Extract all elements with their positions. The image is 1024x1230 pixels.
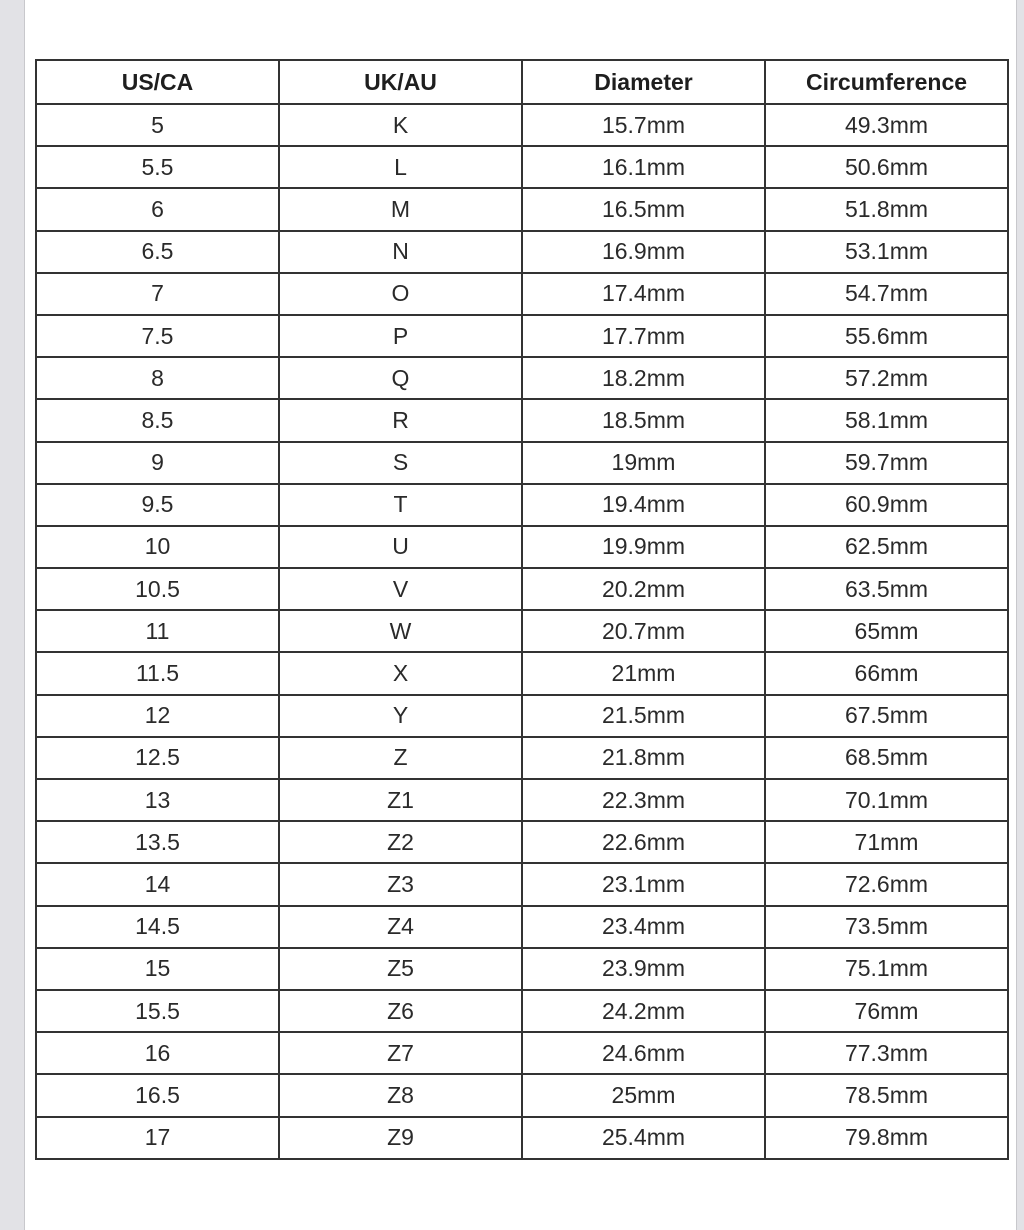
table-row	[36, 526, 1008, 568]
cell-uk-au: Q	[279, 357, 522, 399]
table-row	[36, 146, 1008, 188]
cell-circumference: 60.9mm	[765, 484, 1008, 526]
cell-diameter: 24.2mm	[522, 990, 765, 1032]
cell-circumference: 79.8mm	[765, 1117, 1008, 1159]
table-row	[36, 610, 1008, 652]
cell-us-ca: 17	[36, 1117, 279, 1159]
cell-us-ca: 10.5	[36, 568, 279, 610]
cell-circumference: 66mm	[765, 652, 1008, 694]
cell-diameter: 19.4mm	[522, 484, 765, 526]
cell-us-ca: 8.5	[36, 399, 279, 441]
cell-us-ca: 5	[36, 104, 279, 146]
cell-diameter: 25mm	[522, 1074, 765, 1116]
cell-uk-au: Z	[279, 737, 522, 779]
header-diameter: Diameter	[522, 60, 765, 104]
cell-uk-au: Z7	[279, 1032, 522, 1074]
cell-diameter: 16.5mm	[522, 188, 765, 230]
table-row	[36, 1117, 1008, 1159]
cell-uk-au: T	[279, 484, 522, 526]
cell-uk-au: W	[279, 610, 522, 652]
cell-circumference: 63.5mm	[765, 568, 1008, 610]
cell-diameter: 17.7mm	[522, 315, 765, 357]
cell-uk-au: O	[279, 273, 522, 315]
cell-diameter: 16.9mm	[522, 231, 765, 273]
cell-us-ca: 9.5	[36, 484, 279, 526]
table-row	[36, 652, 1008, 694]
cell-us-ca: 16	[36, 1032, 279, 1074]
cell-circumference: 71mm	[765, 821, 1008, 863]
cell-uk-au: P	[279, 315, 522, 357]
cell-diameter: 20.7mm	[522, 610, 765, 652]
cell-diameter: 25.4mm	[522, 1117, 765, 1159]
table-row	[36, 315, 1008, 357]
cell-us-ca: 6	[36, 188, 279, 230]
table-row	[36, 906, 1008, 948]
table-row	[36, 399, 1008, 441]
table-row	[36, 779, 1008, 821]
cell-uk-au: Z1	[279, 779, 522, 821]
cell-circumference: 70.1mm	[765, 779, 1008, 821]
cell-diameter: 23.4mm	[522, 906, 765, 948]
table-row	[36, 695, 1008, 737]
cell-diameter: 23.1mm	[522, 863, 765, 905]
cell-circumference: 67.5mm	[765, 695, 1008, 737]
table-row	[36, 273, 1008, 315]
cell-circumference: 76mm	[765, 990, 1008, 1032]
cell-circumference: 51.8mm	[765, 188, 1008, 230]
table-row	[36, 442, 1008, 484]
cell-uk-au: L	[279, 146, 522, 188]
cell-us-ca: 11.5	[36, 652, 279, 694]
cell-uk-au: Z3	[279, 863, 522, 905]
cell-uk-au: K	[279, 104, 522, 146]
cell-uk-au: Z5	[279, 948, 522, 990]
cell-uk-au: N	[279, 231, 522, 273]
table-row	[36, 990, 1008, 1032]
table-row	[36, 1074, 1008, 1116]
ring-size-table	[35, 59, 1009, 1160]
cell-us-ca: 7	[36, 273, 279, 315]
cell-us-ca: 11	[36, 610, 279, 652]
cell-us-ca: 13.5	[36, 821, 279, 863]
cell-uk-au: M	[279, 188, 522, 230]
table-row	[36, 821, 1008, 863]
cell-diameter: 22.3mm	[522, 779, 765, 821]
cell-uk-au: Z9	[279, 1117, 522, 1159]
cell-diameter: 19.9mm	[522, 526, 765, 568]
cell-circumference: 53.1mm	[765, 231, 1008, 273]
cell-circumference: 78.5mm	[765, 1074, 1008, 1116]
cell-diameter: 15.7mm	[522, 104, 765, 146]
cell-us-ca: 12	[36, 695, 279, 737]
cell-us-ca: 12.5	[36, 737, 279, 779]
cell-us-ca: 8	[36, 357, 279, 399]
table-header	[36, 60, 1008, 104]
cell-circumference: 68.5mm	[765, 737, 1008, 779]
cell-uk-au: S	[279, 442, 522, 484]
cell-diameter: 17.4mm	[522, 273, 765, 315]
cell-circumference: 62.5mm	[765, 526, 1008, 568]
cell-circumference: 72.6mm	[765, 863, 1008, 905]
cell-diameter: 16.1mm	[522, 146, 765, 188]
cell-circumference: 65mm	[765, 610, 1008, 652]
cell-circumference: 57.2mm	[765, 357, 1008, 399]
table-row	[36, 737, 1008, 779]
cell-diameter: 23.9mm	[522, 948, 765, 990]
cell-diameter: 20.2mm	[522, 568, 765, 610]
table-row	[36, 863, 1008, 905]
cell-uk-au: V	[279, 568, 522, 610]
cell-circumference: 75.1mm	[765, 948, 1008, 990]
cell-us-ca: 14	[36, 863, 279, 905]
cell-diameter: 24.6mm	[522, 1032, 765, 1074]
cell-uk-au: Z8	[279, 1074, 522, 1116]
cell-diameter: 18.5mm	[522, 399, 765, 441]
cell-us-ca: 10	[36, 526, 279, 568]
cell-us-ca: 6.5	[36, 231, 279, 273]
cell-diameter: 22.6mm	[522, 821, 765, 863]
table-row	[36, 188, 1008, 230]
cell-uk-au: X	[279, 652, 522, 694]
cell-us-ca: 16.5	[36, 1074, 279, 1116]
cell-circumference: 54.7mm	[765, 273, 1008, 315]
cell-uk-au: Z6	[279, 990, 522, 1032]
cell-us-ca: 14.5	[36, 906, 279, 948]
cell-circumference: 58.1mm	[765, 399, 1008, 441]
table-row	[36, 948, 1008, 990]
cell-us-ca: 15.5	[36, 990, 279, 1032]
cell-us-ca: 7.5	[36, 315, 279, 357]
cell-circumference: 55.6mm	[765, 315, 1008, 357]
cell-us-ca: 13	[36, 779, 279, 821]
cell-us-ca: 5.5	[36, 146, 279, 188]
header-row	[36, 60, 1008, 104]
cell-circumference: 73.5mm	[765, 906, 1008, 948]
cell-diameter: 21mm	[522, 652, 765, 694]
cell-circumference: 59.7mm	[765, 442, 1008, 484]
header-uk-au: UK/AU	[279, 60, 522, 104]
cell-circumference: 49.3mm	[765, 104, 1008, 146]
cell-diameter: 19mm	[522, 442, 765, 484]
cell-uk-au: Y	[279, 695, 522, 737]
cell-uk-au: Z2	[279, 821, 522, 863]
cell-us-ca: 15	[36, 948, 279, 990]
table-row	[36, 1032, 1008, 1074]
table-row	[36, 231, 1008, 273]
cell-circumference: 77.3mm	[765, 1032, 1008, 1074]
cell-uk-au: U	[279, 526, 522, 568]
cell-diameter: 18.2mm	[522, 357, 765, 399]
table-body	[36, 104, 1008, 1159]
cell-diameter: 21.8mm	[522, 737, 765, 779]
table-row	[36, 484, 1008, 526]
cell-diameter: 21.5mm	[522, 695, 765, 737]
table-row	[36, 568, 1008, 610]
cell-us-ca: 9	[36, 442, 279, 484]
cell-uk-au: R	[279, 399, 522, 441]
cell-circumference: 50.6mm	[765, 146, 1008, 188]
table-row	[36, 357, 1008, 399]
cell-uk-au: Z4	[279, 906, 522, 948]
header-circumference: Circumference	[765, 60, 1008, 104]
header-us-ca: US/CA	[36, 60, 279, 104]
table-row	[36, 104, 1008, 146]
document-page	[24, 0, 1017, 1230]
